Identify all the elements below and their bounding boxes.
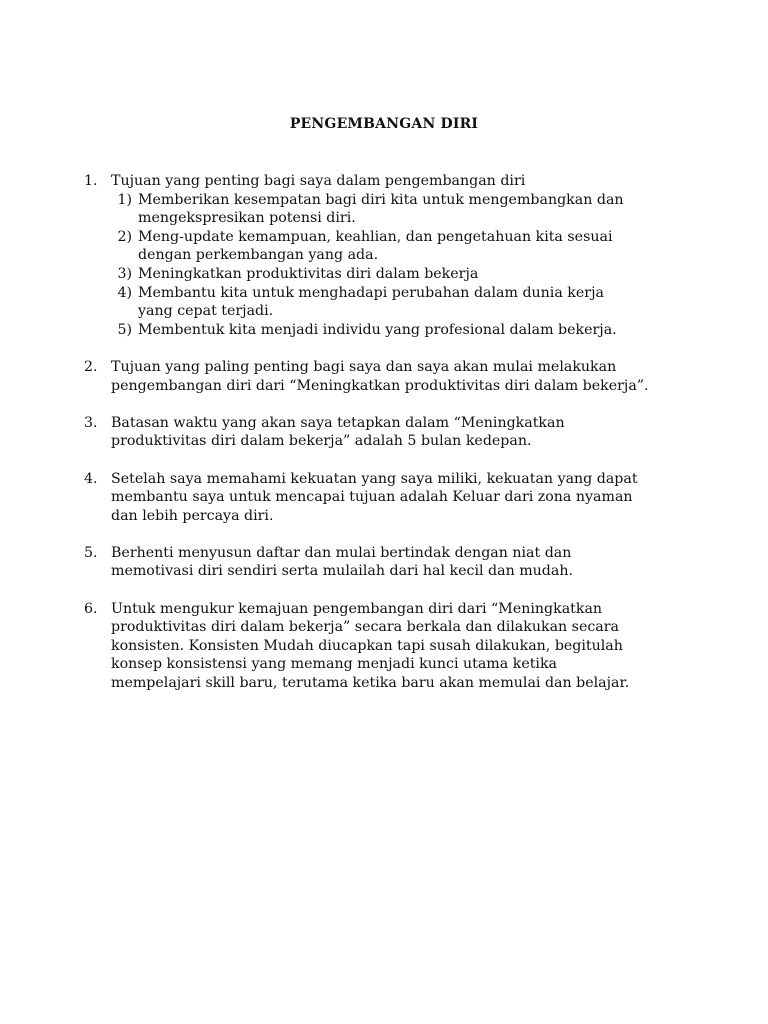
- list-item-body: [111, 414, 684, 451]
- text-line: konsisten. Konsisten Mudah diucapkan tapi susah dilakukan, begitulah: [111, 637, 623, 654]
- list-item: [84, 358, 684, 395]
- text-line: Membantu kita untuk menghadapi perubahan dalam dunia kerja: [138, 284, 604, 301]
- sub-list-item-body: [138, 284, 684, 321]
- text-line: Setelah saya memahami kekuatan yang saya miliki, kekuatan yang dapat: [111, 470, 638, 487]
- text-line: mengekspresikan potensi diri.: [138, 210, 356, 227]
- text-line: Tujuan yang paling penting bagi saya dan saya akan mulai melakukan: [111, 358, 617, 375]
- text-line: dan lebih percaya diri.: [111, 507, 274, 524]
- text-line: Meng-update kemampuan, keahlian, dan pengetahuan kita sesuai: [138, 228, 613, 245]
- text-line: produktivitas diri dalam bekerja” secara berkala dan dilakukan secara: [111, 619, 619, 636]
- sub-list-item: [111, 228, 684, 265]
- sub-list-item-number: 2): [117, 228, 132, 245]
- paragraph-spacer: [84, 525, 684, 544]
- list-item: [84, 172, 684, 339]
- paragraph-spacer: [84, 581, 684, 600]
- paragraph-spacer: [84, 451, 684, 470]
- text-line: Untuk mengukur kemajuan pengembangan diri dari “Meningkatkan: [111, 600, 603, 617]
- text-line: mempelajari skill baru, terutama ketika baru akan memulai dan belajar.: [111, 675, 630, 692]
- text-line: konsep konsistensi yang memang menjadi kunci utama ketika: [111, 656, 558, 673]
- sub-list-item-body: [138, 321, 684, 340]
- list-item: [84, 600, 684, 693]
- list-item-number: 1.: [84, 173, 98, 189]
- document-body: [84, 172, 684, 693]
- paragraph-spacer: [84, 339, 684, 358]
- text-line: Meningkatkan produktivitas diri dalam bekerja: [138, 265, 479, 282]
- text-line: Memberikan kesempatan bagi diri kita untuk mengembangkan dan: [138, 191, 624, 208]
- text-line: yang cepat terjadi.: [138, 303, 274, 320]
- text-line: produktivitas diri dalam bekerja” adalah 5 bulan kedepan.: [111, 433, 532, 450]
- text-line: memotivasi diri sendiri serta mulailah dari hal kecil dan mudah.: [111, 563, 573, 580]
- text-line: Membentuk kita menjadi individu yang profesional dalam bekerja.: [138, 321, 617, 338]
- paragraph-spacer: [84, 395, 684, 414]
- text-line: membantu saya untuk mencapai tujuan adalah Keluar dari zona nyaman: [111, 489, 633, 506]
- list-item-body: [111, 600, 684, 693]
- document-title: PENGEMBANGAN DIRI: [289, 116, 479, 132]
- list-item: [84, 414, 684, 451]
- sub-list-item: [111, 284, 684, 321]
- list-item-body: [111, 470, 684, 526]
- list-item: [84, 470, 684, 526]
- sub-list-item: [111, 191, 684, 228]
- sub-list-item-number: 3): [117, 265, 132, 282]
- sub-list-item-number: 4): [117, 284, 132, 301]
- text-line: pengembangan diri dari “Meningkatkan produktivitas diri dalam bekerja”.: [111, 377, 649, 394]
- list-item: [84, 544, 684, 581]
- sub-list-item-body: [138, 191, 684, 228]
- list-item-body: [111, 358, 684, 395]
- text-line: Tujuan yang penting bagi saya dalam pengembangan diri: [111, 173, 526, 189]
- list-item-number: 5.: [84, 544, 98, 561]
- sub-list-item: [111, 265, 684, 284]
- sub-list-item-body: [138, 228, 684, 265]
- sub-list-item-number: 5): [117, 321, 132, 338]
- text-line: Berhenti menyusun daftar dan mulai bertindak dengan niat dan: [111, 544, 572, 561]
- text-line: dengan perkembangan yang ada.: [138, 247, 379, 264]
- list-item-number: 2.: [84, 358, 98, 375]
- list-item-body: [111, 172, 684, 339]
- sub-list-item-body: [138, 265, 684, 284]
- text-line: Batasan waktu yang akan saya tetapkan dalam “Meningkatkan: [111, 414, 565, 431]
- list-item-number: 4.: [84, 470, 98, 487]
- sub-list-item: [111, 321, 684, 340]
- sub-list-item-number: 1): [117, 191, 132, 208]
- list-item-number: 3.: [84, 414, 98, 431]
- list-item-body: [111, 544, 684, 581]
- list-item-number: 6.: [84, 600, 98, 617]
